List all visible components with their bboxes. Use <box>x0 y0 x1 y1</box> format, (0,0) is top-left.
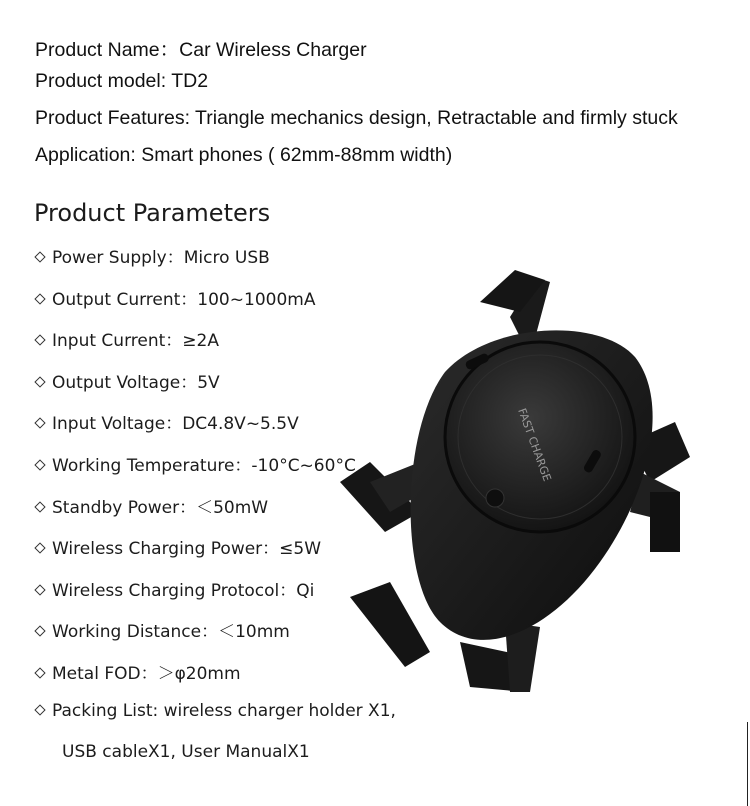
product-features: Product Features: Triangle mechanics design, Retractable and firmly stuck <box>35 107 678 129</box>
parameter-item <box>35 701 396 721</box>
parameter-text: Metal FOD：＞φ20mm <box>52 664 241 684</box>
parameter-text: Wireless Charging Power：≤5W <box>52 539 322 559</box>
parameters-title: Product Parameters <box>34 199 271 227</box>
diamond-bullet-icon <box>34 459 45 470</box>
pad-center-dot <box>486 489 504 507</box>
diamond-bullet-icon <box>34 293 45 304</box>
parameter-item <box>35 534 321 559</box>
pad-label: FAST CHARGE <box>515 406 554 484</box>
diamond-bullet-icon <box>34 501 45 512</box>
diamond-bullet-icon <box>34 542 45 553</box>
parameter-item <box>35 409 299 434</box>
parameter-item <box>35 451 356 476</box>
parameter-text: Packing List: wireless charger holder X1, <box>52 701 396 721</box>
parameter-continuation: USB cableX1, User ManualX1 <box>62 742 310 762</box>
parameter-text: Working Temperature：-10°C~60°C <box>52 456 356 476</box>
diamond-bullet-icon <box>34 584 45 595</box>
parameter-text: Input Voltage：DC4.8V~5.5V <box>52 414 299 434</box>
parameter-text: Wireless Charging Protocol：Qi <box>52 581 315 601</box>
parameter-item <box>35 243 270 268</box>
parameter-item <box>35 659 241 684</box>
parameter-text: Input Current：≥2A <box>52 331 219 351</box>
diamond-bullet-icon <box>34 334 45 345</box>
edge-divider <box>747 722 748 806</box>
diamond-bullet-icon <box>34 625 45 636</box>
parameter-item <box>35 368 220 393</box>
parameter-text: Output Voltage：5V <box>52 373 220 393</box>
diamond-bullet-icon <box>34 417 45 428</box>
diamond-bullet-icon <box>34 251 45 262</box>
car-wireless-charger-image <box>330 262 690 702</box>
diamond-bullet-icon <box>34 704 45 715</box>
parameter-item <box>35 285 315 310</box>
product-model: Product model: TD2 <box>35 70 209 92</box>
diamond-bullet-icon <box>34 667 45 678</box>
parameter-text: Working Distance：＜10mm <box>52 622 290 642</box>
parameter-text: Power Supply：Micro USB <box>52 248 270 268</box>
parameter-item <box>35 326 219 351</box>
parameter-text: Output Current：100~1000mA <box>52 290 316 310</box>
charger-illustration <box>330 262 690 702</box>
parameter-text: Standby Power：＜50mW <box>52 498 269 518</box>
charging-pad <box>445 342 635 532</box>
diamond-bullet-icon <box>34 376 45 387</box>
parameter-item <box>35 617 290 642</box>
application: Application: Smart phones ( 62mm-88mm width) <box>35 144 453 166</box>
parameter-item <box>35 493 268 518</box>
product-name: Product Name：Car Wireless Charger <box>35 39 367 61</box>
parameter-item <box>35 576 314 601</box>
